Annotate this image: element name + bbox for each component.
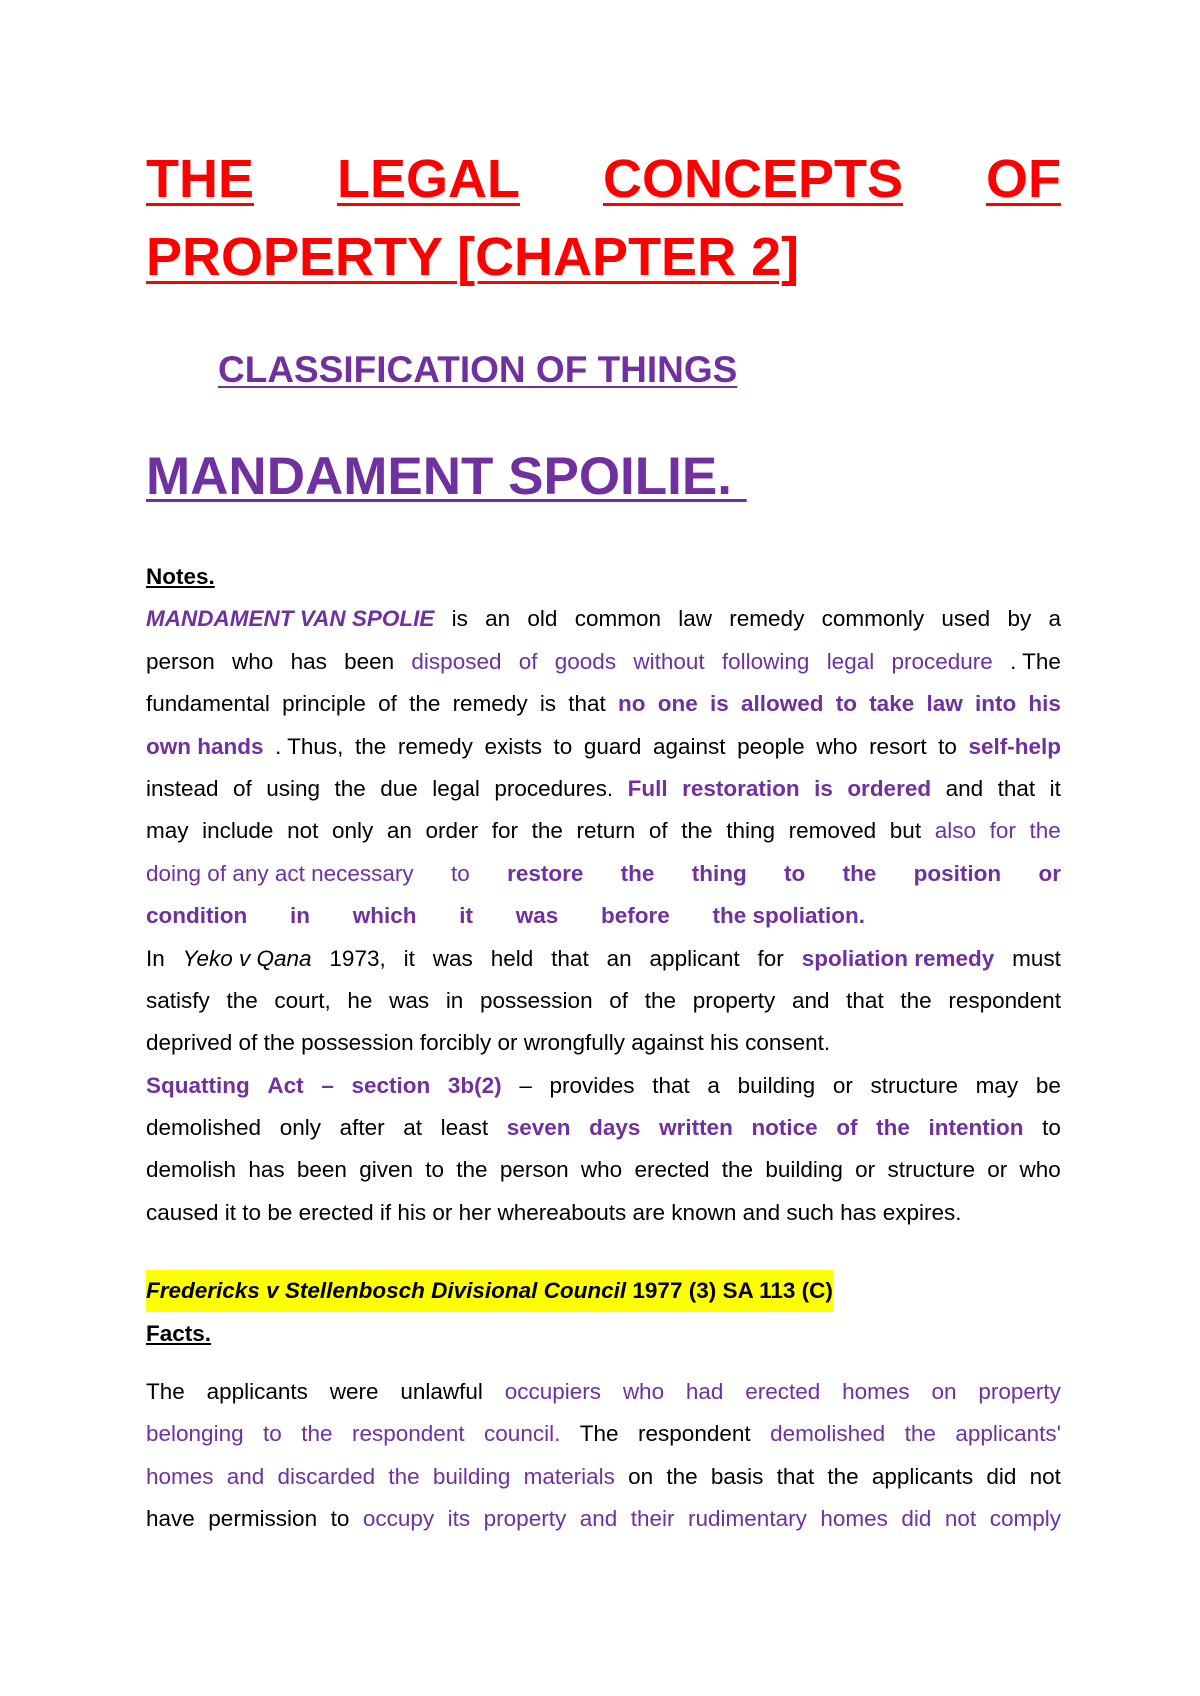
text-segment: Yeko v Qana <box>182 945 312 971</box>
text-segment: doing of any act necessary <box>146 860 414 886</box>
text-segment: restore <box>507 860 584 886</box>
notes-label: Notes. <box>146 564 215 589</box>
text-line <box>146 1022 1061 1064</box>
text-segment: discarded <box>277 1463 376 1489</box>
text-segment: applicants <box>206 1379 308 1404</box>
text-segment: condition <box>146 903 248 929</box>
text-segment: to <box>330 1506 350 1532</box>
text-segment: restoration <box>682 775 800 801</box>
text-segment: the <box>388 1463 420 1489</box>
text-segment: who <box>232 648 274 674</box>
text-segment: was <box>515 903 559 929</box>
text-segment: the <box>876 1115 910 1141</box>
text-segment: who <box>622 1379 665 1404</box>
notes-label-line <box>146 556 1061 598</box>
text-segment: remedy <box>397 733 473 759</box>
title-line-1 <box>146 140 1061 218</box>
text-segment: who <box>816 733 858 759</box>
text-segment: on <box>628 1463 654 1489</box>
text-segment: an <box>485 606 511 632</box>
text-segment: remedy <box>452 691 528 717</box>
text-segment: demolished <box>146 1115 262 1141</box>
text-segment: disposed <box>411 648 502 674</box>
text-segment: common <box>574 606 661 632</box>
text-segment: homes <box>146 1463 214 1489</box>
text-segment: allowed <box>740 691 824 717</box>
text-segment: structure <box>887 1157 975 1183</box>
text-segment: . The <box>1010 648 1061 674</box>
text-segment: the <box>531 818 563 844</box>
case-reference: 1977 (3) SA 113 (C) <box>626 1278 833 1303</box>
text-segment: resort <box>869 733 927 759</box>
text-segment: legal <box>826 648 875 674</box>
text-segment: but <box>889 818 922 844</box>
text-segment: or <box>832 1072 853 1098</box>
facts-paragraph <box>146 1371 1061 1541</box>
text-segment: no <box>618 691 646 717</box>
text-segment: thing <box>726 818 775 844</box>
text-segment: unlawful <box>400 1379 483 1404</box>
text-segment: seven <box>506 1115 571 1141</box>
text-segment: building <box>737 1072 816 1098</box>
text-segment: applicants <box>871 1463 974 1489</box>
text-segment: and <box>945 775 984 801</box>
text-segment: – <box>519 1072 532 1098</box>
facts-label-line <box>146 1313 1061 1355</box>
text-segment: erected <box>745 1379 821 1404</box>
text-line <box>146 726 1061 768</box>
text-segment: of <box>836 1115 858 1141</box>
text-segment: respondent <box>948 987 1061 1013</box>
text-segment: is <box>814 775 833 801</box>
text-segment: law <box>926 691 963 717</box>
document-title <box>146 140 1061 296</box>
text-line <box>146 1413 1061 1455</box>
text-segment: is <box>451 606 468 632</box>
text-segment: caused it to be erected if his or her whereabouts are known and such has expires. <box>146 1199 962 1225</box>
text-segment: a <box>707 1072 720 1098</box>
text-segment: the <box>456 1157 488 1183</box>
text-segment: and <box>579 1506 618 1532</box>
text-segment: the <box>721 1157 754 1183</box>
text-segment: without <box>633 648 705 674</box>
text-segment: permission <box>208 1506 318 1532</box>
case-citation-highlight <box>146 1270 833 1312</box>
facts-lines <box>146 1371 1061 1541</box>
text-segment: comply <box>989 1506 1061 1532</box>
text-segment: building <box>432 1463 511 1489</box>
text-line <box>146 853 1061 895</box>
section-subtitle: CLASSIFICATION OF THINGS <box>218 349 738 390</box>
text-segment: order <box>425 818 479 844</box>
text-segment: thing <box>691 860 747 886</box>
text-segment: only <box>279 1115 321 1141</box>
text-segment: materials <box>523 1463 615 1489</box>
text-segment: have <box>146 1506 195 1532</box>
text-segment: that <box>776 1463 815 1489</box>
title-line-2: PROPERTY [CHAPTER 2] <box>146 227 800 287</box>
text-segment: deprived of the possession forcibly or wrongfully against his consent. <box>146 1030 831 1056</box>
text-segment: using <box>266 775 321 801</box>
text-segment <box>957 895 963 937</box>
text-segment: at <box>403 1115 422 1141</box>
text-segment: given <box>359 1157 413 1183</box>
text-segment: to <box>553 733 573 759</box>
text-segment: Squatting <box>146 1072 250 1098</box>
text-segment: is <box>709 691 729 717</box>
text-segment: against <box>652 733 726 759</box>
text-segment: . Thus, <box>275 733 344 759</box>
text-segment: Full <box>627 775 668 801</box>
text-segment: did <box>986 1463 1017 1489</box>
text-segment: was <box>389 987 430 1013</box>
text-segment: it <box>1049 775 1061 801</box>
text-line <box>146 938 1061 980</box>
text-segment: remedy <box>729 606 805 632</box>
text-line <box>146 683 1061 725</box>
text-segment: written <box>659 1115 733 1141</box>
case-name: Fredericks v Stellenbosch Divisional Council <box>146 1278 627 1303</box>
text-segment: that <box>997 775 1036 801</box>
text-segment: for <box>989 818 1016 844</box>
text-segment: take <box>869 691 915 717</box>
text-segment: spoliation remedy <box>801 945 995 971</box>
text-segment: the <box>644 987 677 1013</box>
text-segment: old <box>527 606 558 632</box>
text-segment: must <box>1012 945 1061 971</box>
text-line <box>146 1192 1061 1234</box>
text-segment: to <box>450 860 470 886</box>
text-segment: Act <box>267 1072 304 1098</box>
text-segment: who <box>1019 1157 1061 1183</box>
text-segment: the <box>842 860 877 886</box>
text-segment: or <box>987 1157 1008 1183</box>
text-segment: guard <box>583 733 642 759</box>
text-line <box>146 641 1061 683</box>
text-segment: the <box>904 1421 936 1447</box>
text-segment: person <box>146 648 215 674</box>
text-segment: property <box>692 987 776 1013</box>
text-segment: and <box>226 1463 265 1489</box>
text-segment: respondent <box>352 1421 465 1447</box>
text-segment: only <box>331 818 374 844</box>
text-segment: or <box>855 1157 876 1183</box>
text-segment: notice <box>751 1115 818 1141</box>
title-word: LEGAL <box>336 149 520 209</box>
text-segment: of <box>378 691 397 717</box>
text-segment: 1973, <box>329 945 386 971</box>
facts-label: Facts. <box>146 1321 212 1346</box>
text-segment: has <box>248 1157 285 1183</box>
text-segment: satisfy <box>146 987 210 1013</box>
text-segment: the <box>334 775 366 801</box>
text-segment: not <box>287 818 319 844</box>
text-segment: In <box>146 945 165 971</box>
text-segment: following <box>721 648 810 674</box>
text-line <box>146 1371 1061 1413</box>
text-segment: not <box>1029 1463 1061 1489</box>
text-segment: on <box>931 1379 957 1404</box>
text-segment: may <box>146 818 189 844</box>
text-segment: position <box>913 860 1002 886</box>
text-segment: has <box>290 648 327 674</box>
text-segment: building <box>765 1157 843 1183</box>
text-segment: to <box>835 691 857 717</box>
text-segment: intention <box>928 1115 1024 1141</box>
text-segment: to <box>1042 1115 1061 1141</box>
text-segment: the <box>301 1421 333 1447</box>
text-segment: procedures. <box>494 775 614 801</box>
text-segment: who <box>580 1157 623 1183</box>
text-segment: the <box>409 691 441 717</box>
text-segment: erected <box>634 1157 710 1183</box>
text-segment: structure <box>870 1072 959 1098</box>
text-segment: council. <box>484 1421 561 1447</box>
text-segment: law <box>678 606 713 632</box>
text-segment: the <box>666 1463 698 1489</box>
text-segment: also <box>934 818 976 844</box>
text-segment: demolished <box>770 1421 886 1447</box>
text-segment: the <box>827 1463 859 1489</box>
text-segment: procedure <box>891 648 993 674</box>
text-segment: it <box>403 945 415 971</box>
text-segment: been <box>344 648 395 674</box>
text-segment <box>1006 895 1012 937</box>
text-segment: include <box>202 818 274 844</box>
text-segment: or <box>1038 860 1061 886</box>
text-segment: their <box>630 1506 675 1532</box>
text-segment: 3b(2) <box>447 1072 502 1098</box>
text-segment: an <box>386 818 412 844</box>
text-segment: the <box>681 818 713 844</box>
text-line <box>146 810 1061 852</box>
text-line <box>146 1107 1061 1149</box>
text-segment: belonging <box>146 1421 244 1447</box>
title-word: OF <box>986 149 1061 209</box>
text-segment: of <box>233 775 252 801</box>
text-line <box>146 598 1061 640</box>
text-segment: after <box>339 1115 385 1141</box>
text-segment: an <box>606 945 632 971</box>
text-segment: homes <box>842 1379 910 1404</box>
text-segment: principle <box>282 691 366 717</box>
text-segment: it <box>459 903 473 929</box>
text-segment: not <box>944 1506 977 1532</box>
text-segment: provides <box>549 1072 635 1098</box>
text-segment: goods <box>554 648 617 674</box>
text-segment: the <box>900 987 932 1013</box>
text-segment: been <box>296 1157 347 1183</box>
text-segment: is <box>539 691 557 717</box>
text-segment: exists <box>484 733 542 759</box>
text-segment: one <box>657 691 698 717</box>
text-line <box>146 768 1061 810</box>
text-segment: possession <box>480 987 593 1013</box>
text-segment: that <box>568 691 606 717</box>
facts-label-block <box>146 1313 1061 1355</box>
text-segment: demolish <box>146 1157 237 1183</box>
text-segment: fundamental <box>146 691 270 717</box>
text-segment: for <box>491 818 518 844</box>
text-segment: the <box>355 733 387 759</box>
section-heading: MANDAMENT SPOILIE. <box>146 447 747 506</box>
text-segment: of <box>518 648 538 674</box>
text-segment: the <box>620 860 655 886</box>
text-segment: applicants' <box>955 1421 1061 1447</box>
text-segment: by <box>1007 606 1032 632</box>
text-segment: before <box>600 903 670 929</box>
text-line <box>146 1498 1061 1540</box>
text-segment: to <box>263 1421 282 1447</box>
text-segment: own hands <box>146 733 264 759</box>
text-segment: to <box>784 860 806 886</box>
text-segment: rudimentary <box>688 1506 807 1532</box>
notes-section <box>146 556 1061 1234</box>
case-citation-line <box>146 1270 1061 1312</box>
text-segment: the <box>226 987 258 1013</box>
text-segment: The <box>579 1421 619 1447</box>
text-segment: section <box>351 1072 431 1098</box>
text-segment: that <box>551 945 589 971</box>
text-segment: ordered <box>847 775 932 801</box>
text-segment: in <box>289 903 310 929</box>
text-segment: its <box>447 1506 471 1532</box>
text-segment: that <box>846 987 884 1013</box>
text-segment: may <box>975 1072 1019 1098</box>
case-citation <box>146 1270 1061 1312</box>
text-line <box>146 1456 1061 1498</box>
text-segment: that <box>652 1072 690 1098</box>
text-segment: property <box>483 1506 567 1532</box>
text-segment: legal <box>432 775 480 801</box>
title-word: THE <box>146 149 254 209</box>
text-segment: in <box>445 987 464 1013</box>
text-segment: homes <box>820 1506 888 1532</box>
text-segment: did <box>901 1506 932 1532</box>
text-segment: the spoliation. <box>712 903 865 929</box>
notes-paragraph <box>146 598 1061 1234</box>
text-segment: which <box>352 903 417 929</box>
text-line <box>146 1065 1061 1107</box>
text-segment: of <box>648 818 668 844</box>
text-segment: a <box>1048 606 1061 632</box>
text-segment: to <box>425 1157 445 1183</box>
text-segment: instead <box>146 775 219 801</box>
text-segment: occupiers <box>504 1379 601 1404</box>
text-line <box>146 895 1061 937</box>
text-segment: were <box>329 1379 379 1404</box>
text-segment: respondent <box>638 1421 751 1447</box>
text-segment: The <box>146 1379 185 1404</box>
text-segment: people <box>737 733 805 759</box>
text-segment: his <box>1028 691 1061 717</box>
text-segment: of <box>609 987 629 1013</box>
text-segment: for <box>757 945 784 971</box>
text-line <box>146 980 1061 1022</box>
text-segment: self-help <box>968 733 1061 759</box>
text-segment: return <box>576 818 636 844</box>
text-segment: to <box>938 733 957 759</box>
text-segment: the <box>1029 818 1061 844</box>
text-segment: applicant <box>649 945 740 971</box>
text-segment: person <box>499 1157 569 1183</box>
text-segment: was <box>432 945 473 971</box>
title-word: CONCEPTS <box>602 149 904 209</box>
text-segment: court, <box>274 987 331 1013</box>
text-segment: used <box>941 606 991 632</box>
text-segment <box>1055 895 1061 937</box>
text-segment: property <box>978 1379 1061 1404</box>
text-segment: least <box>440 1115 489 1141</box>
text-segment: had <box>685 1379 724 1404</box>
text-segment: basis <box>710 1463 764 1489</box>
text-segment: – <box>321 1072 334 1098</box>
text-segment: commonly <box>821 606 925 632</box>
text-segment: be <box>1035 1072 1061 1098</box>
text-segment: removed <box>788 818 877 844</box>
text-line <box>146 1149 1061 1191</box>
text-segment: he <box>347 987 373 1013</box>
text-segment: days <box>589 1115 641 1141</box>
text-segment: held <box>490 945 534 971</box>
text-segment: occupy <box>362 1506 435 1532</box>
text-segment: into <box>974 691 1017 717</box>
text-segment: and <box>791 987 830 1013</box>
text-segment: due <box>380 775 418 801</box>
text-segment: MANDAMENT VAN SPOLIE <box>146 606 435 632</box>
text-segment <box>908 895 914 937</box>
